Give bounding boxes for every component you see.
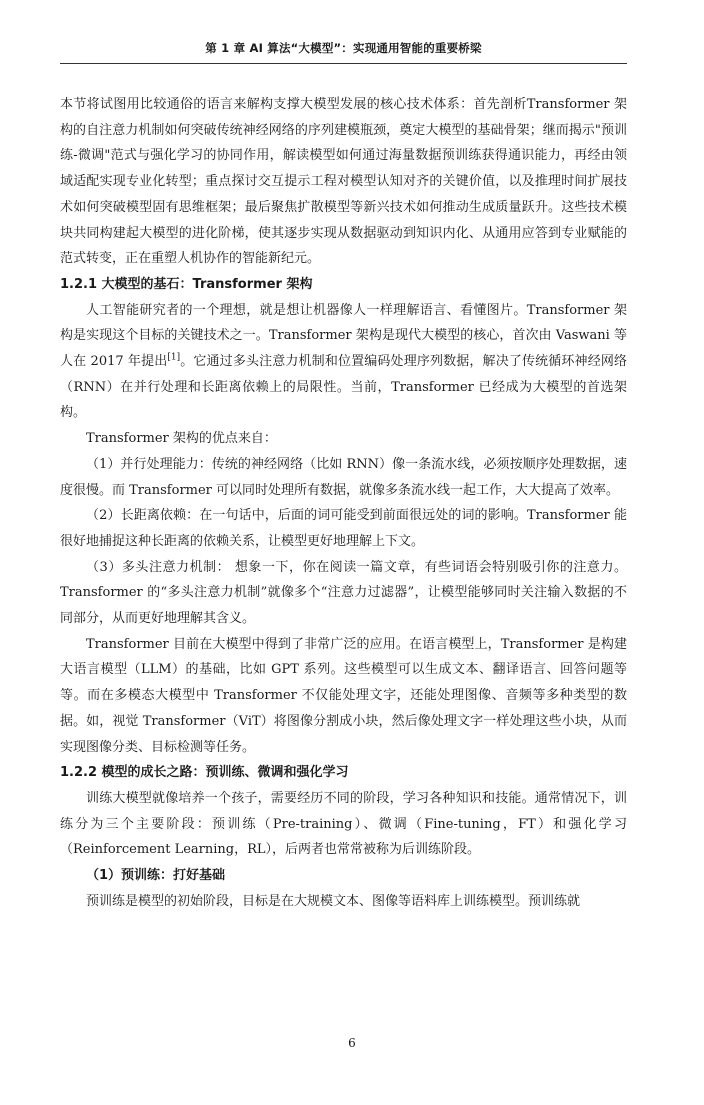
running-header: 第 1 章 AI 算法“大模型”：实现通用智能的重要桥梁 <box>205 41 482 55</box>
intro-paragraph: 本节将试图用比较通俗的语言来解构支撑大模型发展的核心技术体系：首先剖析Transformer 架构的自注意力机制如何突破传统神经网络的序列建模瓶颈，奠定大模型的基础骨架；继而揭示"预训练-微调"范式与强化学习的协同作用，解读模型如何通过海量数据预训练获得通识能力，再经由领域适配实现专业化转型；重点探讨交互提示工程对模型认知对齐的关键价值，以及推理时间扩展技术如何突破模型固有思维框架；最后聚焦扩散模型等新兴技术如何推动生成质量跃升。这些技术模块共同构建起大模型的进化阶梯，使其逐步实现从数据驱动到知识内化、从通用应答到专业赋能的范式转变，正在重塑人机协作的智能新纪元。 <box>60 97 627 267</box>
section-heading-1-2-2: 1.2.2 模型的成长之路：预训练、微调和强化学习 <box>60 765 349 781</box>
citation-link[interactable]: [1] <box>167 352 181 363</box>
paragraph-advantages-lead: Transformer 架构的优点来自： <box>86 431 277 447</box>
page-number: 6 <box>348 1036 356 1050</box>
paragraph-text: 。它通过多头注意力机制和位置编码处理序列数据，解决了传统循环神经网络（RNN）在并行处理和长距离依赖上的局限性。当前，Transformer 已经成为大模型的首选架构。 <box>60 354 627 421</box>
subheading-pretraining: （1）预训练：打好基础 <box>86 868 226 884</box>
list-item-multihead: （3）多头注意力机制： 想象一下，你在阅读一篇文章，有些词语会特别吸引你的注意力。Transformer 的“多头注意力机制”就像多个“注意力过滤器”，让模型能够同时关注输入数据的不同部分，从而更好地理解其含义。 <box>60 559 627 627</box>
section-heading-1-2-1: 1.2.1 大模型的基石：Transformer 架构 <box>60 276 313 292</box>
paragraph-pretraining: 预训练是模型的初始阶段，目标是在大规模文本、图像等语料库上训练模型。预训练就 <box>86 893 581 909</box>
paragraph-transformer-intro <box>60 298 627 427</box>
paragraph-text: 人工智能研究者的一个理想，就是想让机器像人一样理解语言、看懂图片。Transformer 架构是实现这个目标的关键技术之一。Transformer 架构是现代大模型的核心，首次由 Vaswani 等人在 2017 年提出 <box>60 302 627 370</box>
header-divider <box>60 63 627 64</box>
paragraph-training-stages: 训练大模型就像培养一个孩子，需要经历不同的阶段，学习各种知识和技能。通常情况下，训练分为三个主要阶段：预训练（Pre-training）、微调（Fine-tuning，FT）和强化学习（Reinforcement Learning，RL），后两者也常常被称为后训练阶段。 <box>60 790 627 858</box>
list-item-parallel: （1）并行处理能力：传统的神经网络（比如 RNN）像一条流水线，必须按顺序处理数据，速度很慢。而 Transformer 可以同时处理所有数据，就像多条流水线一起工作，大大提高了效率。 <box>60 456 627 498</box>
list-item-long-range: （2）长距离依赖：在一句话中，后面的词可能受到前面很远处的词的影响。Transformer 能很好地捕捉这种长距离的依赖关系，让模型更好地理解上下文。 <box>60 508 627 549</box>
paragraph-applications: Transformer 目前在大模型中得到了非常广泛的应用。在语言模型上，Transformer 是构建大语言模型（LLM）的基础，比如 GPT 系列。这些模型可以生成文本、翻译语言、回答问题等等。而在多模态大模型中 Transformer 不仅能处理文字，还能处理图像、音频等多种类型的数据。如，视觉 Transformer（ViT）将图像分割成小块，然后像处理文字一样处理这些小块，从而实现图像分类、目标检测等任务。 <box>60 636 627 755</box>
page-body <box>60 92 627 915</box>
